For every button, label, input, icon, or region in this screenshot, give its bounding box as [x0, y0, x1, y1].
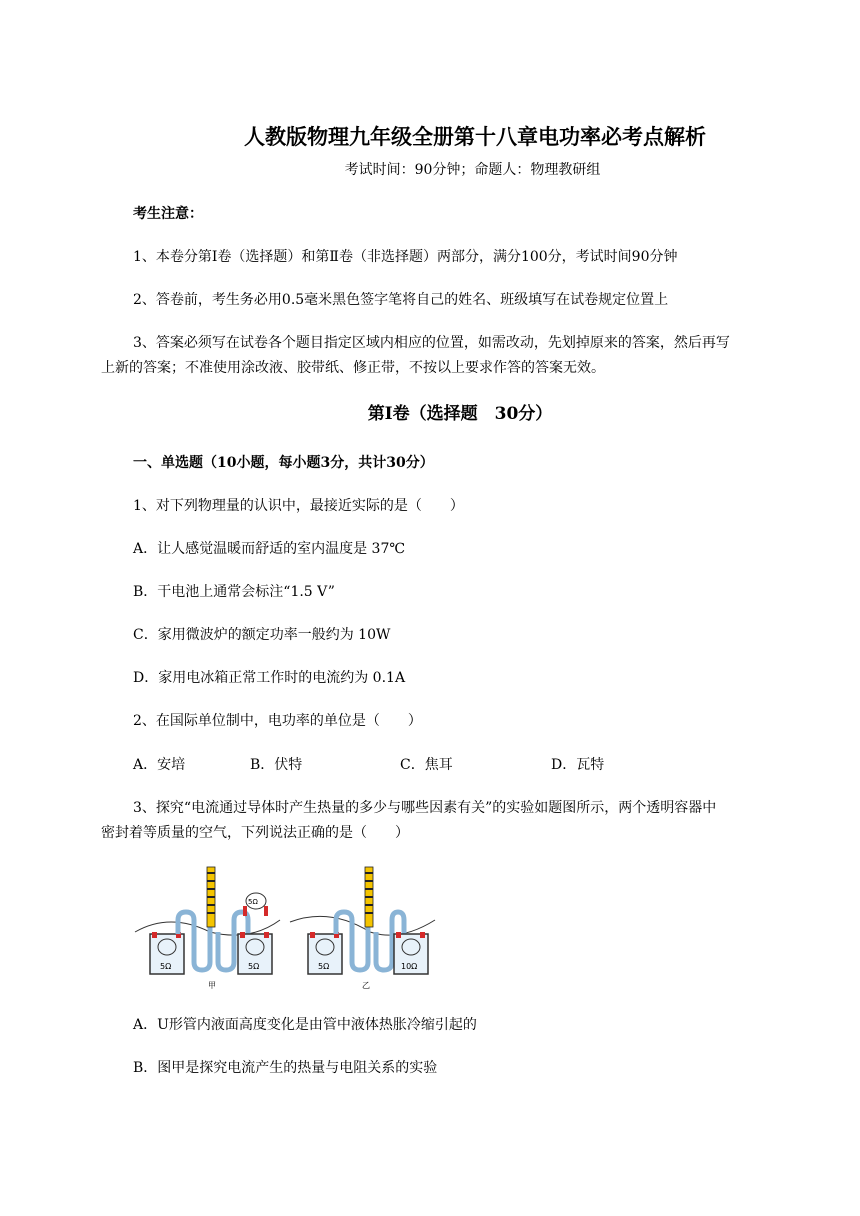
resistor-label: 5Ω	[318, 962, 330, 971]
question-option: D．瓦特	[551, 757, 605, 773]
question-stem: 1、对下列物理量的认识中，最接近实际的是（ ）	[133, 498, 464, 514]
setup-yi	[290, 867, 435, 990]
question-option: C．家用微波炉的额定功率一般约为 10W	[133, 627, 391, 643]
figure-label-jia: 甲	[208, 981, 216, 990]
notice-heading: 考生注意：	[133, 206, 203, 222]
question-option: D．家用电冰箱正常工作时的电流约为 0.1A	[133, 670, 406, 686]
notice-item-continuation: 上新的答案；不准使用涂改液、胶带纸、修正带，不按以上要求作答的答案无效。	[101, 360, 605, 376]
resistor-label: 5Ω	[248, 898, 258, 906]
question-option: A．让人感觉温暖而舒适的室内温度是 37℃	[133, 541, 406, 557]
resistor-label: 5Ω	[248, 962, 260, 971]
notice-item: 2、答卷前，考生务必用0.5毫米黑色签字笔将自己的姓名、班级填写在试卷规定位置上	[133, 292, 669, 308]
part-heading: 一、单选题（10小题，每小题3分，共计30分）	[133, 455, 434, 471]
question-option: B．干电池上通常会标注“1.5 V”	[133, 584, 335, 600]
exam-subtitle: 考试时间：90分钟；命题人：物理教研组	[344, 162, 601, 178]
question-stem: 2、在国际单位制中，电功率的单位是（ ）	[133, 713, 422, 729]
notice-item: 3、答案必须写在试卷各个题目指定区域内相应的位置，如需改动，先划掉原来的答案，然后再写	[133, 335, 730, 351]
question-option: B．伏特	[250, 757, 303, 773]
resistor-label: 10Ω	[401, 962, 418, 971]
page-title: 人教版物理九年级全册第十八章电功率必考点解析	[244, 124, 706, 149]
question-option: A．U形管内液面高度变化是由管中液体热胀冷缩引起的	[133, 1017, 477, 1033]
question-stem-continuation: 密封着等质量的空气，下列说法正确的是（ ）	[101, 825, 409, 841]
figure-label-yi: 乙	[362, 981, 370, 990]
question-stem: 3、探究“电流通过导体时产生热量的多少与哪些因素有关”的实验如题图所示，两个透明容器中	[133, 800, 717, 816]
section-title: 第Ⅰ卷（选择题 30分）	[367, 404, 553, 424]
experiment-figure	[130, 862, 440, 992]
question-option: B．图甲是探究电流产生的热量与电阻关系的实验	[133, 1060, 438, 1076]
setup-jia	[135, 867, 280, 990]
notice-item: 1、本卷分第Ⅰ卷（选择题）和第Ⅱ卷（非选择题）两部分，满分100分，考试时间90分钟	[133, 249, 678, 265]
resistor-label: 5Ω	[160, 962, 172, 971]
question-option: A．安培	[133, 757, 186, 773]
question-option: C．焦耳	[400, 757, 453, 773]
